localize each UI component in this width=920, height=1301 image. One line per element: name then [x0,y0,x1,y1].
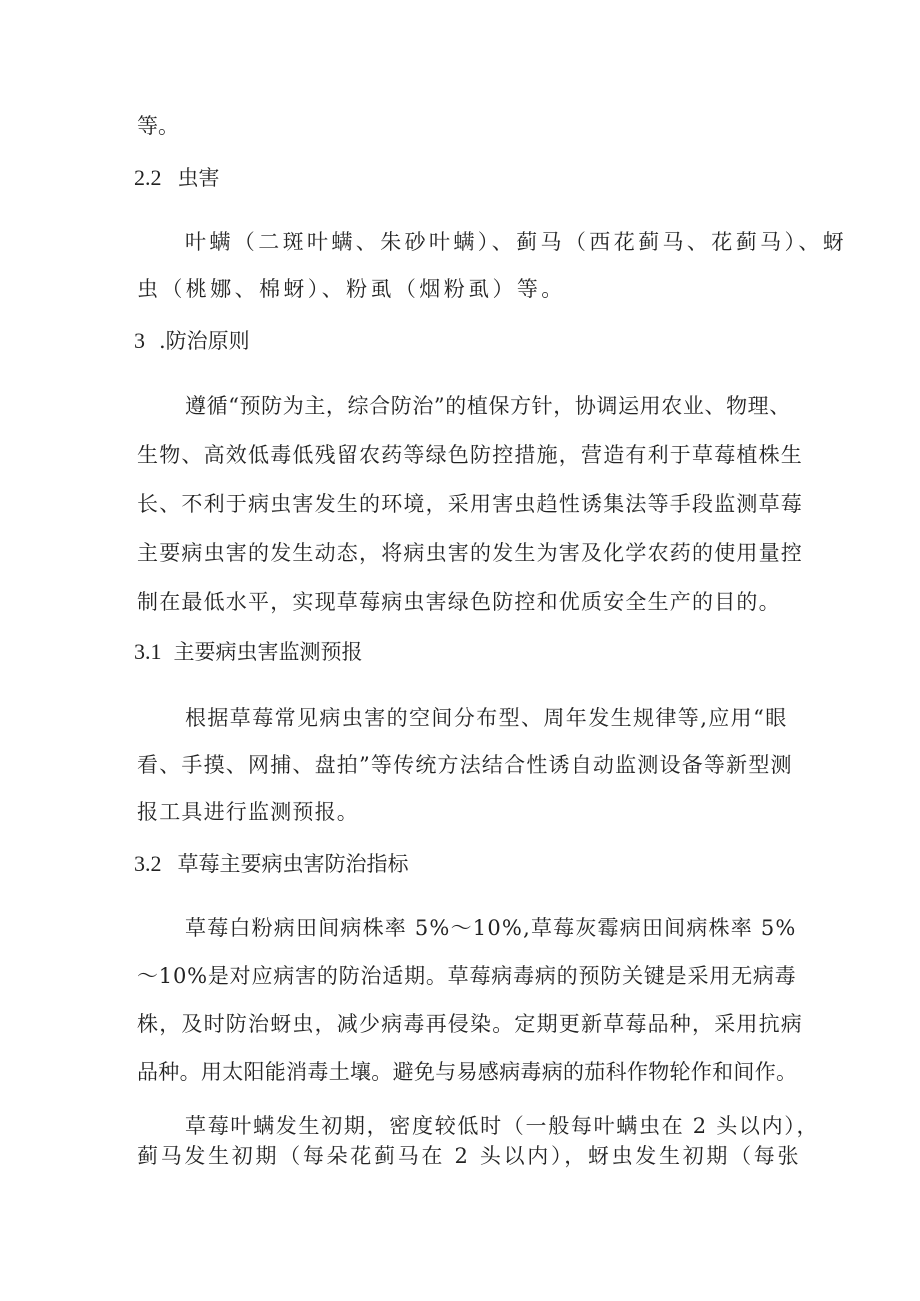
text-line: 长、不利于病虫害发生的环境，采用害虫趋性诱集法等手段监测草莓 [137,492,803,516]
text-line: 虫（桃娜、棉蚜）、粉虱（烟粉虱）等。 [137,277,566,301]
text-line: 蓟马发生初期（每朵花蓟马在 2 头以内），蚜虫发生初期（每张 [137,1144,802,1168]
section-heading-3-1 [134,637,363,667]
text-line: 叶螨（二斑叶螨、朱砂叶螨）、蓟马（西花蓟马、花蓟马）、蚜 [185,230,848,254]
text-line: 等。 [137,114,179,138]
text-line: 草莓白粉病田间病株率 5%～10%,草莓灰霉病田间病株率 5% [185,916,797,940]
section-title: 草莓主要病虫害防治指标 [177,852,409,876]
section-heading-3 [134,326,250,356]
text-line: 品种。用太阳能消毒土壤。避免与易感病毒病的茄科作物轮作和间作。 [137,1060,798,1084]
text-line: 草莓叶螨发生初期，密度较低时（一般每叶螨虫在 2 头以内）， [185,1114,820,1138]
text-line: 主要病虫害的发生动态，将病虫害的发生为害及化学农药的使用量控 [137,541,803,565]
section-number: 3 [134,328,145,353]
section-heading-2-2 [134,163,220,193]
text-line: 遵循“预防为主，综合防治”的植保方针，协调运用农业、物理、 [185,394,791,418]
text-line: 看、手摸、网捕、盘拍”等传统方法结合性诱自动监测设备等新型测 [137,753,793,777]
text-line: 制在最低水平，实现草莓病虫害绿色防控和优质安全生产的目的。 [137,590,781,614]
section-heading-3-2 [134,849,409,879]
section-title: .防治原则 [159,329,250,353]
section-number: 3.2 [134,851,162,876]
section-title: 虫害 [177,166,220,190]
section-number: 3.1 [134,639,162,664]
text-line: 株，及时防治蚜虫，减少病毒再侵染。定期更新草莓品种，采用抗病 [137,1012,803,1036]
text-line: 报工具进行监测预报。 [137,800,359,824]
text-line: ～10%是对应病害的防治适期。草莓病毒病的预防关键是采用无病毒 [137,964,797,988]
section-number: 2.2 [134,165,162,190]
section-title: 主要病虫害监测预报 [173,640,363,664]
text-line: 根据草莓常见病虫害的空间分布型、周年发生规律等,应用“眼 [185,706,788,730]
text-line: 生物、高效低毒低残留农药等绿色防控措施，营造有利于草莓植株生 [137,443,803,467]
